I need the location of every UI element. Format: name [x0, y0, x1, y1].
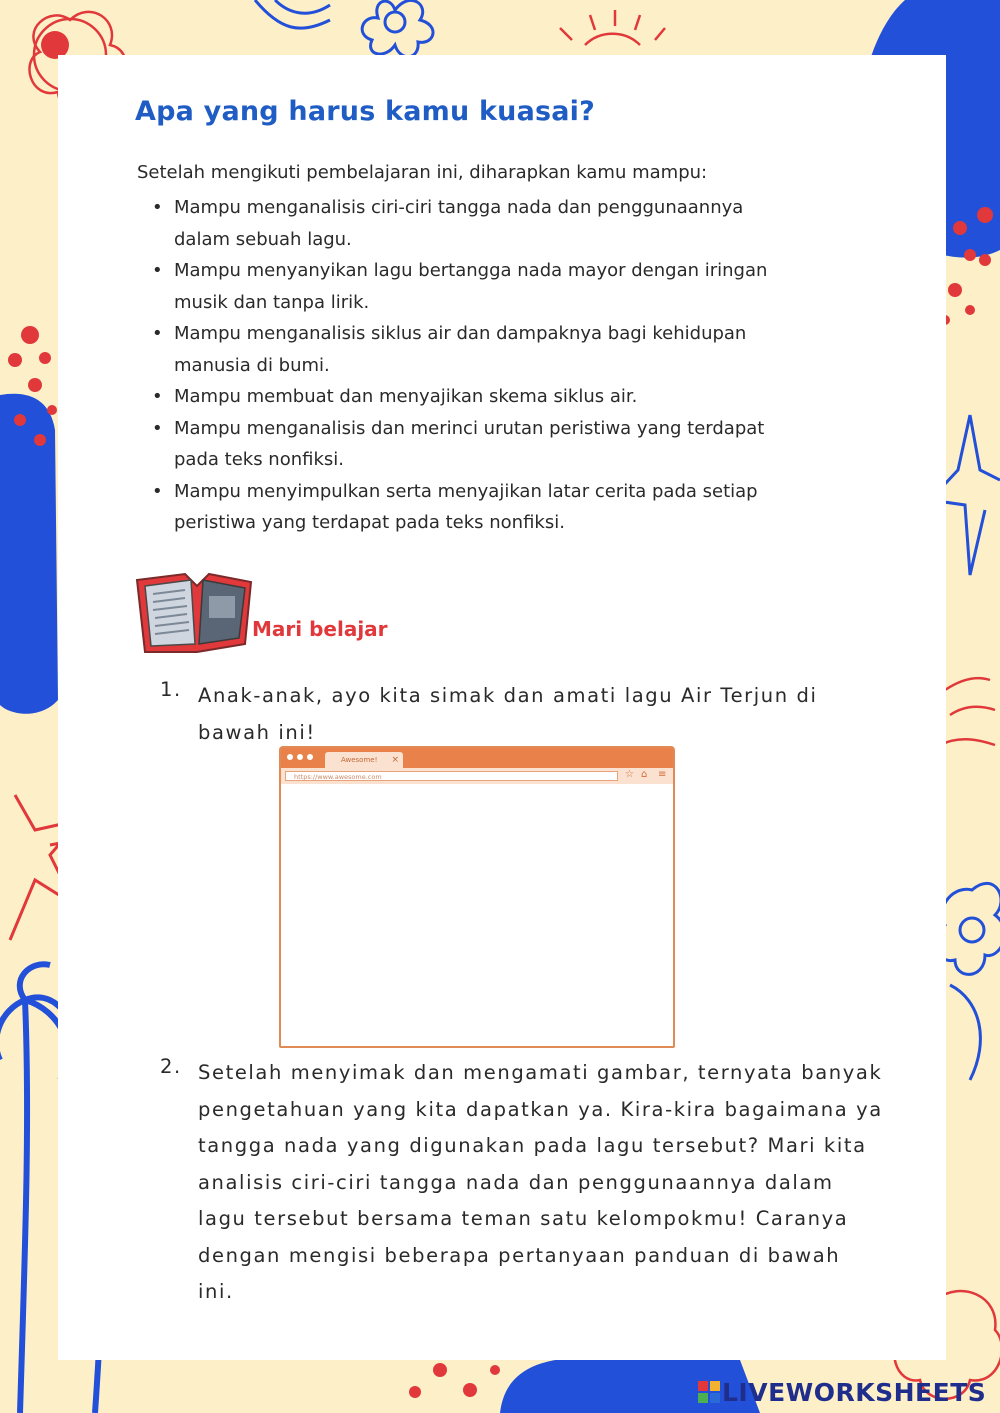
browser-toolbar: [281, 768, 673, 784]
browser-tab[interactable]: [325, 752, 403, 768]
step-text: Anak-anak, ayo kita simak dan amati lagu Air Terjun di bawah ini!: [198, 684, 818, 744]
tab-label: Awesome!: [341, 756, 378, 764]
sun-sketch: [560, 10, 665, 45]
step-number: 1.: [160, 678, 182, 701]
open-book-icon: [135, 572, 255, 658]
browser-titlebar: [281, 748, 673, 768]
learning-goals-list: [150, 192, 790, 539]
goal-item: • Mampu menganalisis siklus air dan dampaknya bagi kehidupan manusia di bumi.: [150, 318, 790, 381]
watermark-text: LIVEWORKSHEETS: [722, 1378, 987, 1407]
blue-flowers-top: [255, 0, 433, 57]
star-icon[interactable]: ☆: [625, 769, 634, 780]
goal-item: • Mampu menganalisis ciri-ciri tangga nada dan penggunaannya dalam sebuah lagu.: [150, 192, 790, 255]
watermark-logo-icon: [698, 1381, 720, 1403]
section-label: Mari belajar: [252, 617, 388, 641]
embedded-video-frame[interactable]: [279, 746, 675, 1048]
intro-text: Setelah mengikuti pembelajaran ini, diharapkan kamu mampu:: [137, 162, 708, 183]
goal-item: • Mampu membuat dan menyajikan skema siklus air.: [150, 381, 790, 413]
address-bar[interactable]: https://www.awesome.com: [285, 771, 618, 781]
window-dot-icon: [307, 754, 313, 760]
goal-item: • Mampu menyimpulkan serta menyajikan latar cerita pada setiap peristiwa yang terdapat pada teks nonfiksi.: [150, 476, 790, 539]
red-sketch-right: [940, 678, 995, 745]
blue-blob-bottom: [500, 1358, 760, 1413]
blue-blob-left: [0, 394, 58, 714]
close-icon[interactable]: ×: [391, 755, 399, 765]
goal-item: • Mampu menyanyikan lagu bertangga nada mayor dengan iringan musik dan tanpa lirik.: [150, 255, 790, 318]
menu-icon[interactable]: ≡: [658, 769, 667, 780]
goal-item: • Mampu menganalisis dan merinci urutan peristiwa yang terdapat pada teks nonfiksi.: [150, 413, 790, 476]
window-dot-icon: [297, 754, 303, 760]
step-text: Setelah menyimak dan mengamati gambar, ternyata banyak pengetahuan yang kita dapatkan ya. Kira-kira bagaimana ya tangga nada yang digunakan pada lagu tersebut? Mari kita analisis ciri-ciri tangga nada dan penggunaannya dalam lagu tersebut bersama teman satu kelompokmu! Caranya dengan mengisi beberapa pertanyaan panduan di bawah ini.: [198, 1061, 883, 1303]
window-dot-icon: [287, 754, 293, 760]
page-title: Apa yang harus kamu kuasai?: [135, 96, 595, 127]
step-number: 2.: [160, 1055, 182, 1078]
home-icon[interactable]: ⌂: [641, 769, 648, 780]
